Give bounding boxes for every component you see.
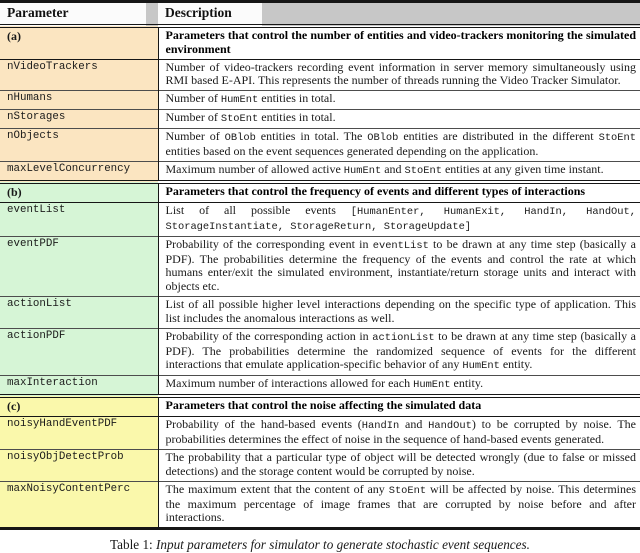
desc-cell-maxLevelConcurrency: Maximum number of allowed active HumEnt and StoEnt entities at any given time instant. [158, 161, 640, 181]
desc-cell-actionPDF: Probability of the corresponding action in actionList to be drawn at any time step (basically a PDF). The probabilities determine the randomized sequence of events for the different interactions that emulate application-specific behavior of any HumEnt entity. [158, 328, 640, 376]
desc-cell-actionList: List of all possible higher level interactions depending on the specific type of application. This list includes the anomalous interactions as well. [158, 297, 640, 329]
section-heading-c: Parameters that control the noise affecting the simulated data [158, 396, 640, 417]
section-row-a [0, 26, 640, 59]
section-heading-b: Parameters that control the frequency of events and different types of interactions [158, 182, 640, 203]
param-cell-nVideoTrackers: nVideoTrackers [0, 59, 158, 91]
table-row-maxNoisyContentPerc [0, 481, 640, 529]
param-cell-noisyObjDetectProb: noisyObjDetectProb [0, 450, 158, 482]
param-cell-actionPDF: actionPDF [0, 328, 158, 376]
desc-cell-noisyObjDetectProb: The probability that a particular type of object will be detected wrongly (due to false or missed detections) and the storage content would be corrupted by noise. [158, 450, 640, 482]
param-cell-nObjects: nObjects [0, 129, 158, 162]
param-cell-eventPDF: eventPDF [0, 236, 158, 296]
table-row-eventList [0, 202, 640, 236]
column-header-parameter [0, 2, 158, 27]
param-cell-maxNoisyContentPerc: maxNoisyContentPerc [0, 481, 158, 529]
section-row-c [0, 396, 640, 417]
section-id-a: (a) [0, 26, 158, 59]
table-caption-text: Input parameters for simulator to generate stochastic event sequences. [156, 537, 530, 553]
table-row-nVideoTrackers [0, 59, 640, 91]
desc-cell-maxInteraction: Maximum number of interactions allowed for each HumEnt entity. [158, 376, 640, 396]
section-heading-a: Parameters that control the number of entities and video-trackers monitoring the simulated environment [158, 26, 640, 59]
table-row-nHumans [0, 91, 640, 110]
desc-cell-nStorages: Number of StoEnt entities in total. [158, 110, 640, 129]
table-row-actionList [0, 297, 640, 329]
desc-cell-eventList: List of all possible events [HumanEnter, HumanExit, HandIn, HandOut, StorageInstantiate, StorageReturn, StorageUpdate] [158, 202, 640, 236]
column-header-description-label: Description [165, 5, 232, 20]
column-header-description [158, 2, 640, 27]
param-cell-maxInteraction: maxInteraction [0, 376, 158, 396]
param-cell-eventList: eventList [0, 202, 158, 236]
table-row-nStorages [0, 110, 640, 129]
param-cell-noisyHandEventPDF: noisyHandEventPDF [0, 417, 158, 450]
table-row-noisyHandEventPDF [0, 417, 640, 450]
section-id-c: (c) [0, 396, 158, 417]
table-caption [0, 537, 640, 553]
desc-cell-eventPDF: Probability of the corresponding event in eventList to be drawn at any time step (basically a PDF). The probabilities determine the frequency of the events and control the rate at which humans enter/exit the simulated environment, instantiate/return storage units and interact with objects etc. [158, 236, 640, 296]
param-cell-actionList: actionList [0, 297, 158, 329]
desc-cell-nVideoTrackers: Number of video-trackers recording event information in server memory simultaneously using RMI based E-API. This represents the number of threads running the Video Tracker Simulator. [158, 59, 640, 91]
table-caption-number: Table 1: [110, 537, 156, 553]
table-header-row [0, 2, 640, 27]
param-cell-nHumans: nHumans [0, 91, 158, 110]
section-id-b: (b) [0, 182, 158, 203]
table-row-maxInteraction [0, 376, 640, 396]
desc-cell-nObjects: Number of OBlob entities in total. The OBlob entities are distributed in the different StoEnt entities based on the event sequences generated depending on the application. [158, 129, 640, 162]
param-cell-nStorages: nStorages [0, 110, 158, 129]
param-cell-maxLevelConcurrency: maxLevelConcurrency [0, 161, 158, 181]
desc-cell-maxNoisyContentPerc: The maximum extent that the content of any StoEnt will be affected by noise. This determines the maximum percentage of image frames that are corrupted by noise before and after interactions. [158, 481, 640, 529]
column-header-parameter-label: Parameter [7, 5, 69, 20]
table-row-nObjects [0, 129, 640, 162]
desc-cell-nHumans: Number of HumEnt entities in total. [158, 91, 640, 110]
table-row-eventPDF [0, 236, 640, 296]
section-row-b [0, 182, 640, 203]
table-row-actionPDF [0, 328, 640, 376]
table-row-maxLevelConcurrency [0, 161, 640, 181]
desc-cell-noisyHandEventPDF: Probability of the hand-based events (HandIn and HandOut) to be corrupted by noise. The probabilities determines the effect of noise in the sequence of hand-based events generated. [158, 417, 640, 450]
table-row-noisyObjDetectProb [0, 450, 640, 482]
